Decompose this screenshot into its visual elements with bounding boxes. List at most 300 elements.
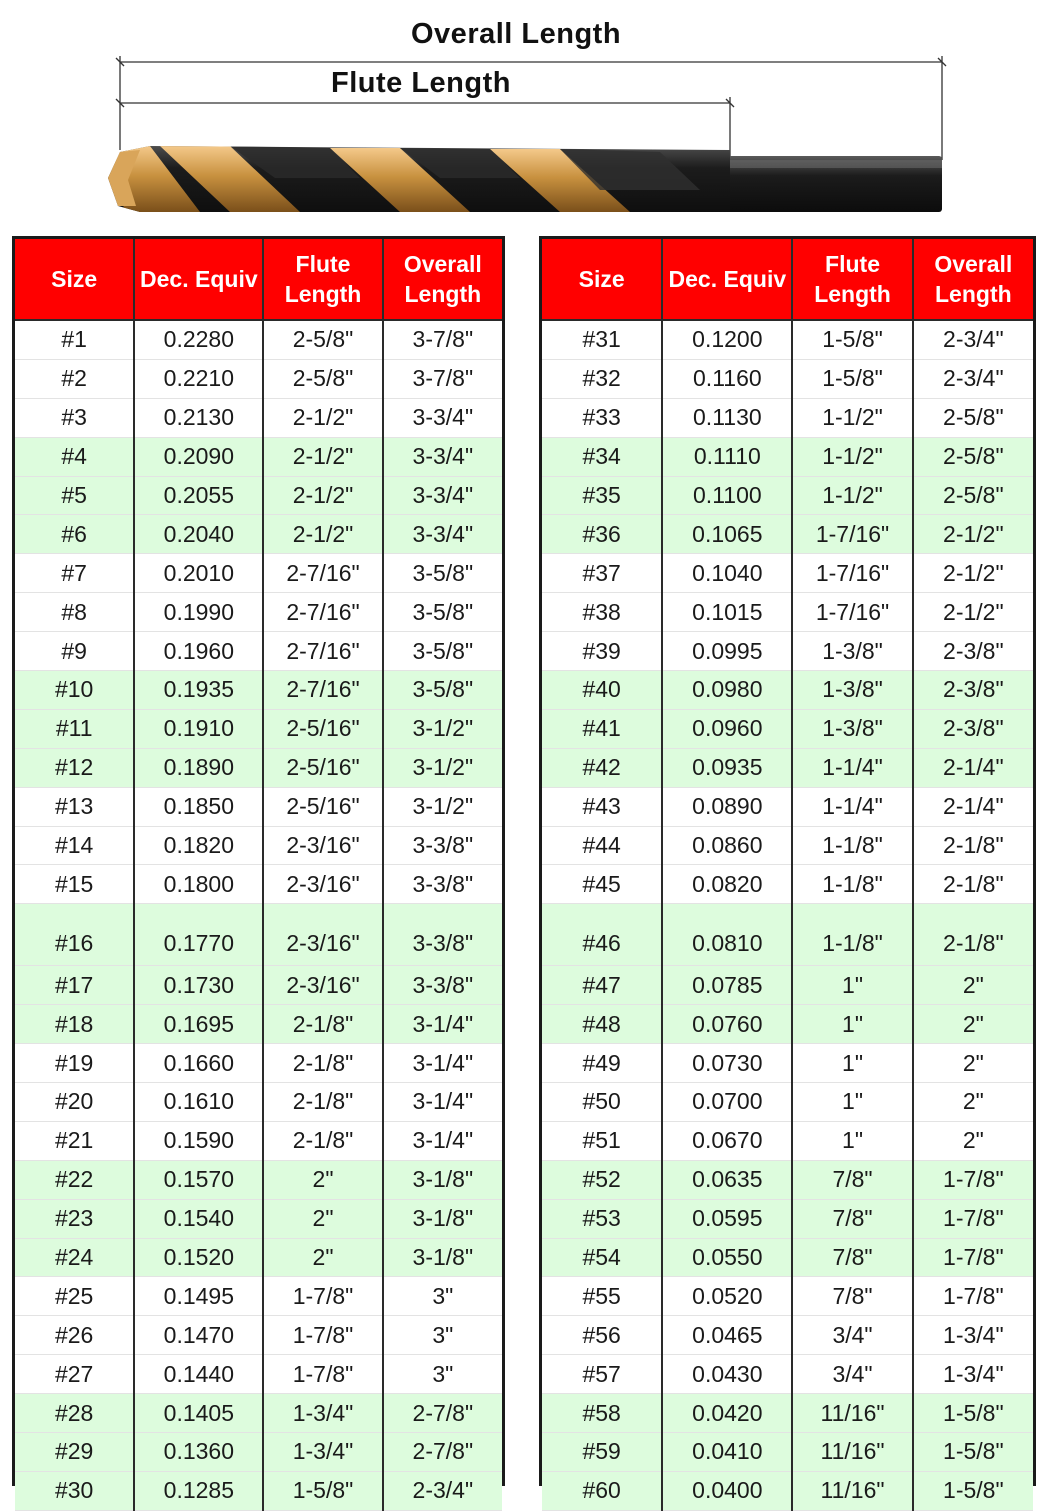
table-row [15,966,502,1005]
table-row [542,1277,1033,1316]
size-cell: #11 [15,709,134,748]
dec-equiv-cell: 0.0730 [662,1044,792,1083]
overall-length-cell: 3-7/8" [412,326,474,353]
size-cell: #40 [542,671,662,710]
size-cell: #4 [15,437,134,476]
header-size: Size [15,239,134,320]
flute-length-cell: 1-7/8" [263,1316,382,1355]
flute-length-cell: 2-5/16" [263,748,382,787]
dec-equiv-cell: 0.2090 [134,437,263,476]
overall-length-cell: 3-5/8" [412,637,474,664]
header-overall-length [913,239,1033,320]
table-row [542,593,1033,632]
overall-length-cell: 1-5/8" [913,1433,1033,1472]
size-cell: #19 [15,1044,134,1083]
dec-equiv-cell: 0.0410 [662,1433,792,1472]
size-cell: #16 [15,904,134,966]
size-cell: #57 [542,1355,662,1394]
flute-length-cell: 1-1/2" [792,437,912,476]
table-row [542,904,1033,966]
table-row [15,632,502,671]
size-cell: #33 [542,398,662,437]
table-row [15,359,502,398]
dec-equiv-cell: 0.1800 [134,865,263,904]
header-overall-length [383,239,502,320]
overall-length-cell: 3" [432,1360,454,1387]
size-cell: #47 [542,966,662,1005]
flute-length-cell: 1-7/16" [792,593,912,632]
flute-length-cell: 2-1/8" [263,1044,382,1083]
header-flute-line2: Length [284,281,362,307]
size-cell: #6 [15,515,134,554]
size-cell: #24 [15,1238,134,1277]
header-flute-line1: Flute [295,251,351,277]
flute-length-cell: 2-1/8" [263,1121,382,1160]
dec-equiv-cell: 0.0820 [662,865,792,904]
size-cell: #20 [15,1083,134,1122]
dec-equiv-cell: 0.1990 [134,593,263,632]
flute-length-cell: 1-1/4" [792,787,912,826]
table-row [15,1316,502,1355]
header-size: Size [542,239,662,320]
flute-length-label: Flute Length [331,67,511,99]
table-row [542,359,1033,398]
flute-length-cell: 2-3/16" [263,904,382,966]
dec-equiv-cell: 0.0670 [662,1121,792,1160]
overall-length-cell: 1-7/8" [913,1160,1033,1199]
overall-length-cell: 1-7/8" [943,1282,1004,1309]
flute-length-cell: 2-5/8" [263,359,382,398]
size-cell: #10 [15,671,134,710]
table-row [15,1199,502,1238]
overall-length-cell: 3" [432,1282,454,1309]
header-flute-line1: Flute [825,251,880,277]
flute-length-cell: 11/16" [792,1471,912,1510]
table-row [542,1121,1033,1160]
size-cell: #1 [15,320,134,359]
table-row [15,1471,502,1510]
overall-length-cell: 2-3/8" [943,637,1004,664]
table-row [542,966,1033,1005]
flute-length-cell: 1-1/2" [792,476,912,515]
overall-length-cell: 3-5/8" [383,671,502,710]
overall-length-cell: 2-3/4" [943,365,1004,392]
dec-equiv-cell: 0.0760 [662,1005,792,1044]
dec-equiv-cell: 0.1200 [662,320,792,359]
drill-size-table-right [539,236,1036,1504]
overall-length-cell: 3-3/4" [412,404,474,431]
overall-length-cell: 2-1/8" [913,904,1033,966]
overall-length-cell: 2" [913,1005,1033,1044]
dec-equiv-cell: 0.0400 [662,1471,792,1510]
overall-length-cell: 2" [913,966,1033,1005]
flute-length-cell: 1-3/4" [263,1394,382,1433]
overall-length-cell: 1-3/4" [943,1321,1004,1348]
flute-length-cell: 1-5/8" [792,359,912,398]
flute-length-cell: 1-7/16" [792,554,912,593]
flute-length-cell: 1-1/8" [792,904,912,966]
dec-equiv-cell: 0.2055 [134,476,263,515]
size-cell: #27 [15,1355,134,1394]
overall-length-cell: 2" [962,1049,984,1076]
size-cell: #59 [542,1433,662,1472]
dec-equiv-cell: 0.0520 [662,1277,792,1316]
size-cell: #56 [542,1316,662,1355]
dec-equiv-cell: 0.0785 [662,966,792,1005]
size-cell: #55 [542,1277,662,1316]
dec-equiv-cell: 0.0860 [662,826,792,865]
dec-equiv-cell: 0.1040 [662,554,792,593]
overall-length-cell: 2-3/8" [913,671,1033,710]
table-row [15,904,502,966]
table-row [15,476,502,515]
dec-equiv-cell: 0.1160 [662,359,792,398]
size-cell: #21 [15,1121,134,1160]
flute-length-cell: 1-3/8" [792,709,912,748]
size-cell: #26 [15,1316,134,1355]
overall-length-cell: 3-1/8" [383,1160,502,1199]
header-flute-length [792,239,912,320]
table-row [542,1316,1033,1355]
flute-length-cell: 3/4" [792,1355,912,1394]
dec-equiv-cell: 0.1890 [134,748,263,787]
table-row [15,1355,502,1394]
overall-length-cell: 2-1/4" [943,793,1004,820]
header-dec-equiv: Dec. Equiv [662,239,792,320]
overall-length-cell: 2" [962,1088,984,1115]
overall-length-cell: 2-5/8" [943,404,1004,431]
header-flute-line2: Length [814,281,891,307]
overall-length-label: Overall Length [411,18,622,50]
dec-equiv-cell: 0.1540 [134,1199,263,1238]
dec-equiv-cell: 0.1820 [134,826,263,865]
size-cell: #48 [542,1005,662,1044]
flute-length-cell: 1-5/8" [263,1471,382,1510]
table-row [542,1160,1033,1199]
size-cell: #36 [542,515,662,554]
flute-length-cell: 2-1/8" [263,1083,382,1122]
table-row [15,593,502,632]
overall-length-cell: 3-1/4" [412,1049,474,1076]
flute-length-cell: 2-1/2" [263,437,382,476]
header-overall-line2: Length [404,281,482,307]
dec-equiv-cell: 0.0890 [662,787,792,826]
overall-length-cell: 1-7/8" [913,1199,1033,1238]
dec-equiv-cell: 0.1570 [134,1160,263,1199]
table-row [15,1121,502,1160]
size-cell: #39 [542,632,662,671]
flute-length-cell: 7/8" [792,1277,912,1316]
size-cell: #41 [542,709,662,748]
size-cell: #25 [15,1277,134,1316]
flute-length-cell: 1-7/8" [263,1277,382,1316]
size-cell: #35 [542,476,662,515]
overall-length-cell: 2" [962,1127,984,1154]
dec-equiv-cell: 0.1730 [134,966,263,1005]
table-row [15,1005,502,1044]
overall-length-cell: 1-3/4" [943,1360,1004,1387]
overall-length-cell: 1-5/8" [913,1471,1033,1510]
table-row [15,865,502,904]
overall-length-cell: 3-3/8" [383,966,502,1005]
table-row [542,1044,1033,1083]
table-body-left [15,320,502,1510]
table-row [542,1394,1033,1433]
table-row [15,826,502,865]
flute-length-cell: 1" [792,1044,912,1083]
flute-length-cell: 7/8" [792,1160,912,1199]
size-cell: #15 [15,865,134,904]
overall-length-cell: 3-3/8" [412,832,474,859]
size-cell: #2 [15,359,134,398]
dec-equiv-cell: 0.2280 [134,320,263,359]
flute-length-cell: 1-1/8" [792,865,912,904]
flute-length-cell: 2-5/16" [263,787,382,826]
size-cell: #44 [542,826,662,865]
flute-length-cell: 2" [263,1199,382,1238]
size-cell: #50 [542,1083,662,1122]
dec-equiv-cell: 0.1935 [134,671,263,710]
overall-length-cell: 2-7/8" [383,1394,502,1433]
size-cell: #31 [542,320,662,359]
size-cell: #23 [15,1199,134,1238]
flute-length-cell: 2-5/16" [263,709,382,748]
table-row [542,320,1033,359]
flute-length-cell: 2-1/2" [263,515,382,554]
dec-equiv-cell: 0.0635 [662,1160,792,1199]
size-cell: #54 [542,1238,662,1277]
size-cell: #51 [542,1121,662,1160]
flute-length-cell: 11/16" [792,1394,912,1433]
dec-equiv-cell: 0.0935 [662,748,792,787]
overall-length-cell: 1-7/8" [913,1238,1033,1277]
dec-equiv-cell: 0.1610 [134,1083,263,1122]
header-flute-length [263,239,382,320]
table-row [15,437,502,476]
table-row [542,1199,1033,1238]
size-cell: #3 [15,398,134,437]
size-cell: #38 [542,593,662,632]
dec-equiv-cell: 0.1660 [134,1044,263,1083]
overall-length-cell: 2-1/8" [943,832,1004,859]
header-overall-line1: Overall [934,251,1013,277]
table-row [542,1355,1033,1394]
flute-length-cell: 1" [792,1083,912,1122]
table-row [542,748,1033,787]
table-row [542,1471,1033,1510]
table-row [542,671,1033,710]
overall-length-cell: 3-1/8" [383,1238,502,1277]
dec-equiv-cell: 0.1110 [662,437,792,476]
size-cell: #34 [542,437,662,476]
table-row [542,632,1033,671]
overall-length-cell: 2-3/4" [383,1471,502,1510]
table-header-row [542,239,1033,320]
overall-length-cell: 2-7/8" [383,1433,502,1472]
header-overall-line2: Length [935,281,1012,307]
flute-length-cell: 1-3/8" [792,671,912,710]
size-cell: #30 [15,1471,134,1510]
table-row [15,709,502,748]
dec-equiv-cell: 0.2130 [134,398,263,437]
overall-length-cell: 3-3/8" [412,870,474,897]
dec-equiv-cell: 0.1590 [134,1121,263,1160]
dec-equiv-cell: 0.1100 [662,476,792,515]
table-row [15,515,502,554]
overall-length-cell: 3-1/8" [383,1199,502,1238]
table-row [15,1394,502,1433]
overall-length-cell: 3-5/8" [412,559,474,586]
flute-length-cell: 2" [263,1160,382,1199]
table-body-right [542,320,1033,1510]
table-row [542,476,1033,515]
flute-length-cell: 3/4" [792,1316,912,1355]
flute-length-cell: 2" [263,1238,382,1277]
table-row [15,1238,502,1277]
flute-length-cell: 1" [792,966,912,1005]
flute-length-cell: 2-7/16" [263,632,382,671]
table-row [15,748,502,787]
drill-size-table-left [12,236,505,1504]
table-row [15,320,502,359]
overall-length-cell: 1-5/8" [913,1394,1033,1433]
dec-equiv-cell: 0.0595 [662,1199,792,1238]
flute-length-cell: 1-1/8" [792,826,912,865]
header-overall-line1: Overall [403,251,482,277]
size-cell: #42 [542,748,662,787]
overall-length-cell: 3-1/4" [412,1127,474,1154]
size-cell: #45 [542,865,662,904]
table-row [542,1005,1033,1044]
overall-length-cell: 3-3/4" [383,437,502,476]
dec-equiv-cell: 0.0420 [662,1394,792,1433]
dec-equiv-cell: 0.0980 [662,671,792,710]
overall-length-cell: 3-1/2" [383,748,502,787]
table-row [15,1160,502,1199]
dec-equiv-cell: 0.1130 [662,398,792,437]
overall-length-cell: 2-1/4" [913,748,1033,787]
table-row [15,1044,502,1083]
size-cell: #5 [15,476,134,515]
table-row [542,709,1033,748]
table-row [15,554,502,593]
table-header-row [15,239,502,320]
overall-length-cell: 3-3/8" [383,904,502,966]
flute-length-cell: 1-1/4" [792,748,912,787]
overall-length-cell: 3" [432,1321,454,1348]
dec-equiv-cell: 0.1850 [134,787,263,826]
size-cell: #7 [15,554,134,593]
flute-length-cell: 2-3/16" [263,865,382,904]
size-cell: #8 [15,593,134,632]
size-cell: #60 [542,1471,662,1510]
size-cell: #43 [542,787,662,826]
overall-length-cell: 3-1/4" [383,1005,502,1044]
dec-equiv-cell: 0.1960 [134,632,263,671]
overall-length-cell: 3-5/8" [412,598,474,625]
size-cell: #22 [15,1160,134,1199]
flute-length-cell: 2-7/16" [263,593,382,632]
overall-length-cell: 3-1/2" [383,709,502,748]
size-cell: #12 [15,748,134,787]
dec-equiv-cell: 0.0430 [662,1355,792,1394]
dec-equiv-cell: 0.0700 [662,1083,792,1122]
dec-equiv-cell: 0.1440 [134,1355,263,1394]
size-cell: #37 [542,554,662,593]
overall-length-cell: 3-1/4" [412,1088,474,1115]
flute-length-cell: 1-3/4" [263,1433,382,1472]
flute-length-cell: 2-1/8" [263,1005,382,1044]
dec-equiv-cell: 0.0465 [662,1316,792,1355]
table-row [542,398,1033,437]
size-cell: #53 [542,1199,662,1238]
flute-length-cell: 11/16" [792,1433,912,1472]
overall-length-cell: 3-3/4" [383,476,502,515]
table-row [542,787,1033,826]
dec-equiv-cell: 0.0810 [662,904,792,966]
table-row [15,671,502,710]
dec-equiv-cell: 0.2010 [134,554,263,593]
size-cell: #17 [15,966,134,1005]
overall-length-cell: 2-3/4" [943,326,1004,353]
size-cell: #52 [542,1160,662,1199]
size-cell: #29 [15,1433,134,1472]
overall-length-cell: 2-1/2" [943,559,1004,586]
flute-length-cell: 1-5/8" [792,320,912,359]
dec-equiv-cell: 0.1065 [662,515,792,554]
flute-length-cell: 1-7/8" [263,1355,382,1394]
overall-length-dimension [116,56,946,160]
dec-equiv-cell: 0.0550 [662,1238,792,1277]
flute-length-cell: 1-1/2" [792,398,912,437]
dec-equiv-cell: 0.1470 [134,1316,263,1355]
flute-length-cell: 2-1/2" [263,398,382,437]
table-row [542,865,1033,904]
table-row [542,515,1033,554]
flute-length-cell: 2-3/16" [263,966,382,1005]
flute-length-cell: 7/8" [792,1199,912,1238]
table-row [15,1083,502,1122]
overall-length-cell: 2-5/8" [913,476,1033,515]
size-cell: #58 [542,1394,662,1433]
flute-length-cell: 2-3/16" [263,826,382,865]
size-cell: #46 [542,904,662,966]
drill-flutes [100,140,740,220]
size-cell: #32 [542,359,662,398]
size-cell: #18 [15,1005,134,1044]
overall-length-cell: 2-1/8" [943,870,1004,897]
overall-length-cell: 3-7/8" [412,365,474,392]
table-row [15,787,502,826]
dec-equiv-cell: 0.1910 [134,709,263,748]
overall-length-cell: 3-1/2" [412,793,474,820]
table-row [542,826,1033,865]
dec-equiv-cell: 0.2210 [134,359,263,398]
table-row [542,437,1033,476]
table-row [542,554,1033,593]
flute-length-cell: 7/8" [792,1238,912,1277]
dec-equiv-cell: 0.0995 [662,632,792,671]
flute-length-cell: 2-7/16" [263,554,382,593]
overall-length-cell: 2-1/2" [943,598,1004,625]
size-cell: #9 [15,632,134,671]
size-cell: #14 [15,826,134,865]
dec-equiv-cell: 0.1495 [134,1277,263,1316]
dec-equiv-cell: 0.1015 [662,593,792,632]
overall-length-cell: 2-3/8" [913,709,1033,748]
header-dec-equiv: Dec. Equiv [134,239,263,320]
size-cell: #28 [15,1394,134,1433]
